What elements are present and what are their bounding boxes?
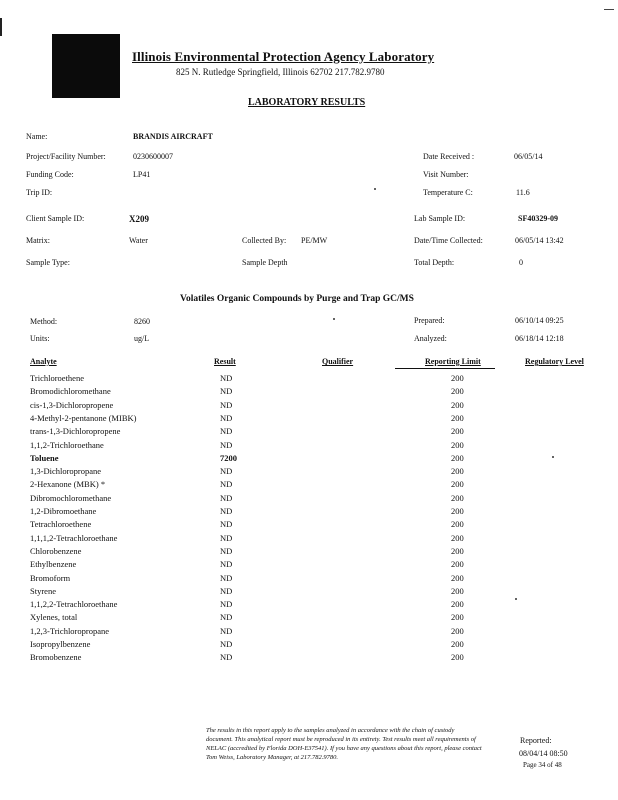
analyte-name: 1,1,2-Trichloroethane: [30, 439, 104, 450]
result-value: ND: [220, 412, 233, 423]
result-value: ND: [220, 612, 233, 623]
result-value: ND: [220, 652, 233, 663]
analyte-name: 1,2,3-Trichloropropane: [30, 625, 110, 636]
analyte-name: 1,1,1,2-Tetrachloroethane: [30, 532, 118, 543]
analyte-name: Bromodichloromethane: [30, 386, 111, 397]
matrix-value: Water: [129, 236, 148, 245]
result-value: ND: [220, 545, 233, 556]
analyte-name: Bromoform: [30, 572, 71, 583]
lab-sample-label: Lab Sample ID:: [414, 214, 466, 223]
result-value: ND: [220, 373, 233, 383]
reporting-limit-value: 200: [451, 599, 464, 610]
result-value: 7200: [220, 452, 237, 463]
page-number: Page 34 of 48: [523, 761, 562, 769]
result-value: ND: [220, 506, 233, 516]
result-value: ND: [220, 599, 233, 610]
reporting-limit-value: 200: [451, 506, 464, 516]
reporting-limit-value: 200: [451, 519, 464, 530]
temperature-label: Temperature C:: [423, 188, 473, 197]
reporting-limit-value: 200: [451, 373, 464, 383]
client-sample-value: X209: [129, 214, 149, 224]
analyte-name: Tetrachloroethene: [30, 519, 92, 530]
result-value: ND: [220, 625, 233, 636]
reporting-limit-value: 200: [451, 572, 464, 583]
scan-margin-mark: [0, 18, 2, 36]
analyte-name: 1,2-Dibromoethane: [30, 506, 97, 516]
reporting-limit-value: 200: [451, 452, 464, 463]
analyte-name: Toluene: [30, 452, 59, 463]
visit-label: Visit Number:: [423, 170, 469, 179]
reporting-limit-value: 200: [451, 439, 464, 450]
scan-speck: [552, 456, 554, 458]
result-value: ND: [220, 519, 233, 530]
units-value: ug/L: [134, 334, 150, 343]
total-depth-label: Total Depth:: [414, 258, 455, 267]
col-header-qualifier: Qualifier: [322, 357, 354, 366]
reporting-limit-value: 200: [451, 559, 464, 570]
section-title: Volatiles Organic Compounds by Purge and Trap GC/MS: [180, 294, 414, 304]
lab-name: Illinois Environmental Protection Agency Laboratory: [132, 49, 435, 64]
datetime-collected-label: Date/Time Collected:: [414, 236, 483, 245]
sample-type-label: Sample Type:: [26, 258, 70, 267]
result-value: ND: [220, 572, 233, 583]
result-value: ND: [220, 585, 233, 596]
col-header-analyte: Analyte: [30, 357, 57, 366]
analyte-name: 1,1,2,2-Tetrachloroethane: [30, 599, 118, 610]
analyzed-value: 06/18/14 12:18: [515, 334, 564, 343]
reporting-limit-value: 200: [451, 612, 464, 623]
reporting-limit-value: 200: [451, 625, 464, 636]
lab-sample-value: SF40329-09: [518, 214, 558, 223]
total-depth-value: 0: [519, 258, 523, 267]
method-value: 8260: [134, 317, 150, 326]
method-label: Method:: [30, 317, 58, 326]
analyte-name: Trichloroethene: [30, 373, 84, 383]
col-header-reporting-limit: Reporting Limit: [425, 357, 481, 366]
scan-speck: [374, 188, 376, 190]
analyte-name: Isopropylbenzene: [30, 639, 91, 649]
analyte-name: trans-1,3-Dichloropropene: [30, 426, 121, 437]
reporting-limit-value: 200: [451, 545, 464, 556]
reporting-limit-value: 200: [451, 492, 464, 503]
analyte-name: Chlorobenzene: [30, 545, 82, 556]
scan-speck: [333, 318, 335, 320]
analyte-name: cis-1,3-Dichloropropene: [30, 399, 114, 410]
collected-by-value: PE/MW: [301, 236, 328, 245]
reporting-limit-value: 200: [451, 652, 464, 663]
result-value: ND: [220, 399, 233, 410]
date-received-value: 06/05/14: [514, 152, 543, 161]
reporting-limit-value: 200: [451, 399, 464, 410]
col-header-result: Result: [214, 357, 236, 366]
scan-speck: [515, 598, 517, 600]
reporting-limit-rule: [395, 368, 495, 369]
matrix-label: Matrix:: [26, 236, 50, 245]
lab-address: 825 N. Rutledge Springfield, Illinois 62702 217.782.9780: [176, 67, 385, 77]
funding-value: LP41: [133, 170, 151, 179]
reporting-limit-value: 200: [451, 479, 464, 490]
result-value: ND: [220, 479, 233, 490]
result-value: ND: [220, 559, 233, 570]
analyte-name: Xylenes, total: [30, 612, 78, 623]
analyte-name: 2-Hexanone (MBK) *: [30, 479, 106, 490]
analyte-name: 4-Methyl-2-pentanone (MIBK): [30, 412, 137, 423]
client-sample-label: Client Sample ID:: [26, 214, 85, 223]
prepared-label: Prepared:: [414, 316, 445, 325]
analyte-name: Ethylbenzene: [30, 559, 77, 570]
result-value: ND: [220, 439, 233, 450]
temperature-value: 11.6: [516, 188, 530, 197]
name-value: BRANDIS AIRCRAFT: [133, 132, 213, 141]
analyzed-label: Analyzed:: [414, 334, 447, 343]
reporting-limit-value: 200: [451, 585, 464, 596]
funding-label: Funding Code:: [26, 170, 74, 179]
scan-corner-mark: [604, 9, 614, 10]
reported-label: Reported:: [520, 736, 552, 745]
units-label: Units:: [30, 334, 50, 343]
analyte-name: Bromobenzene: [30, 652, 82, 663]
reporting-limit-value: 200: [451, 639, 464, 649]
result-value: ND: [220, 532, 233, 543]
datetime-collected-value: 06/05/14 13:42: [515, 236, 564, 245]
date-received-label: Date Received :: [423, 152, 475, 161]
project-value: 0230600007: [133, 152, 173, 161]
trip-label: Trip ID:: [26, 188, 53, 197]
result-value: ND: [220, 639, 233, 649]
reporting-limit-value: 200: [451, 386, 464, 397]
analyte-name: 1,3-Dichloropropane: [30, 466, 102, 477]
prepared-value: 06/10/14 09:25: [515, 316, 564, 325]
result-value: ND: [220, 492, 233, 503]
reporting-limit-value: 200: [451, 532, 464, 543]
agency-logo: [52, 34, 120, 98]
sample-depth-label: Sample Depth: [242, 258, 288, 267]
name-label: Name:: [26, 132, 48, 141]
col-header-regulatory-level: Regulatory Level: [525, 357, 584, 366]
result-value: ND: [220, 466, 233, 477]
result-value: ND: [220, 386, 233, 397]
result-value: ND: [220, 426, 233, 437]
reporting-limit-value: 200: [451, 466, 464, 477]
report-title: LABORATORY RESULTS: [248, 97, 366, 108]
analyte-name: Styrene: [30, 585, 56, 596]
reporting-limit-value: 200: [451, 426, 464, 437]
analyte-name: Dibromochloromethane: [30, 492, 112, 503]
collected-by-label: Collected By:: [242, 236, 287, 245]
reported-value: 08/04/14 08:50: [519, 749, 568, 758]
footer-disclaimer: The results in this report apply to the samples analyzed in accordance with the chain of custody document. This analytical report must be reproduced in its entirety. Test results meet all requirements of NELAC (accredited by Florida DOH-E37541). If you have any questions about this report, please contact Tom Weiss, Laboratory Manager, at 217.782.9780.: [206, 727, 482, 761]
reporting-limit-value: 200: [451, 412, 464, 423]
project-label: Project/Facility Number:: [26, 152, 106, 161]
